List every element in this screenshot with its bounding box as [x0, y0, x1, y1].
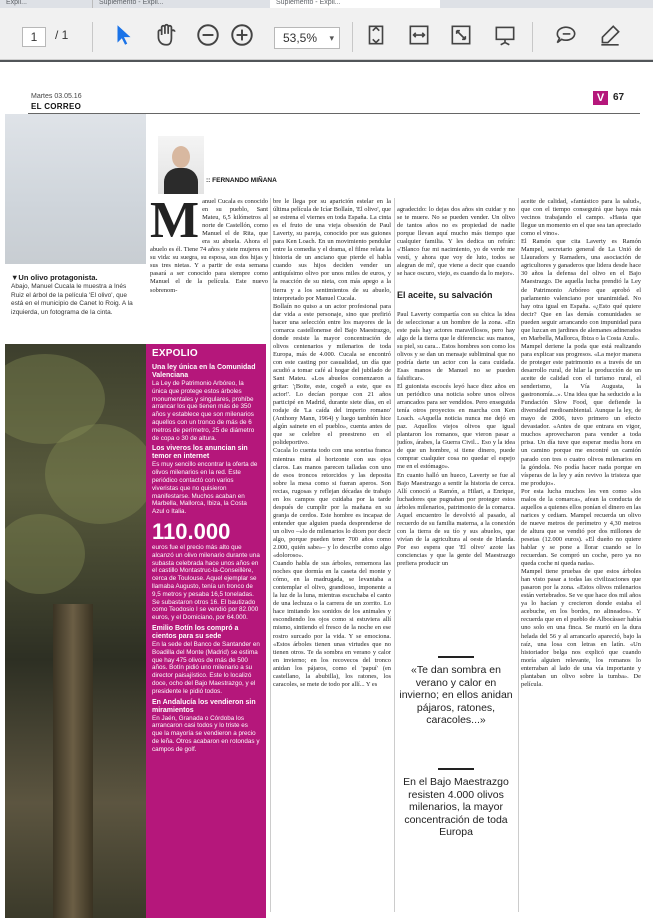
film-still-photo [5, 114, 146, 264]
column-rule [270, 198, 271, 912]
chevron-down-icon: ▾ [329, 33, 334, 43]
fit-page-icon[interactable] [362, 22, 390, 50]
toolbar-divider [532, 22, 533, 52]
sidebar-heading: Una ley única en la Comunidad Valenciana [152, 364, 256, 379]
hand-icon[interactable] [152, 22, 180, 50]
page-number-input[interactable]: 1 [22, 27, 46, 47]
publication-name: EL CORREO [31, 102, 82, 111]
sidebar-paragraph: Es muy sencillo encontrar la oferta de olivos milenarios en la red. Este periódico contactó con varios viveristas que no quisieron manifestarse. Muchos acaban en Marbella, Mallorca, Ibiza, la Costa Azul o Italia. [152, 461, 258, 516]
page-number: 67 [613, 92, 625, 103]
toolbar-divider [92, 22, 93, 52]
pdf-toolbar [0, 8, 653, 60]
zoom-select[interactable] [274, 27, 340, 49]
column-rule [394, 198, 395, 912]
photo-caption-title: ▼Un olivo protagonista. [11, 273, 98, 282]
article-column [397, 198, 515, 650]
toolbar-divider [352, 22, 353, 52]
article-text: anuel Cucala es conocido en su pueblo, Sant Mateu, 6,5 kilómetros al norte de Castellón, como Manuel el de Rita, que era su abuela. Ahora el abuelo es él. Tiene 74 años y siete mujeres en su vida: su suegra, su esposa, sus dos hijas y sus tres nietas. Y a partir de esta semana pasará a ser conocido para siempre como Manuel el de la película. Este nuevo sobrenom- [150, 198, 268, 294]
pdf-page [0, 62, 653, 918]
pull-quote: En el Bajo Maestrazgo resisten 4.000 olivos milenarios, la mayor concentración de toda Europa [403, 776, 509, 838]
zoom-out-icon[interactable] [194, 22, 222, 50]
article-column: aceite de calidad, «fantástico para la salud», que con el tiempo conseguirá que haya más vecinos trabajando el campo. «Hasta que llegue un momento en el que sea tan apreciado como el vino». El Ramón que cita Laverty es Ramón Mampel, secretario general de La Unió de Llauradors y Ramaders, una asociación de agricultores y ganaderos que lidera desde hace 30 años la defensa del olivo en el Bajo Maestrazgo. De aquella lucha prendió la Ley de Patrimonio Arbóreo que aprobó el parlamento valenciano por unanimidad. No hay otra igual en España. «¿Esto qué quiere decir? Que en las demás comunidades se pueden seguir arrancando con impunidad para que luzcan en jardines de alemanes adinerados en Marbella, Mallorca, Ibiza o la Costa Azul». Mampel deriene la poda que está realizando para explicar sus progresos. «La mejor manera de proteger este patrimonio es a través de un desarrollo rural, de hilar la producción de un aceite de calidad con el turismo rural, el senderismo, la Vía Augusta, la gastronomía...». Una idea que ha seducido a la Fundación Slow Food, que defiende la diversidad medioambiental. Aunque la ley, de mayo de 2006, tuvo primero un efecto devastador. «Antes de que entrara en vigor, muchos aprovecharon para vender a toda prisa. Un día tuve que esperar media hora en un camino porque me encontré un camión parado con tres o cuatro olivos milenarios en la góndola. No podía hacer nada porque en vísperas de la ley y aún revivo la tristeza que me produjo». Por esta lucha muchos les ven como «los malos de la comarca», afean la conducta de aquellos a quienes ellos ponían el dinero en las narices y cediam. Mampel recuerda un olivo de nueve metros de perímetro y 4,30 metros de altura que se vendió por dos millones de pesetas (12.000 euros). «El dueño no quiere hablar y se pone a llorar cuando se lo recuerdan. Se compró un coche, pero ya no queda coche ni queda nada». Mampel tiene pruebas de que estos árboles han visto pasar a todas las civilizaciones que pasaron por la zona. «Estos olivos milenarios están vertebrados. Se ve que hace dos mil años ya lo hacían y crecieron donde estaba el acebuche, en los bordes, no alineados». Y recuerda que en el pueblo de Albocàsser había uno solo en una finca. Se murió en la dura helada del 56 y al arrancarlo apareció, bajo la raíz, una losa con letras en latín. «Un historiador belga nos explicó que cuando moría alguien relevante, los romanos lo enterraban al lado de una vía importante y plantaban un olivo sobre la tumba». De película. [521, 198, 641, 688]
sidebar-paragraph: La Ley de Patrimonio Arbóreo, la única que protege estos árboles monumentales y singulares, prohíbe arrancar los que tienen más de 350 años y establece que son milenarios aquellos con un tronco de más de 6 metros de perímetro, 25 de diámetro de copa o 30 de altura. [152, 380, 255, 442]
zoom-in-icon[interactable] [228, 22, 256, 50]
section-logo: V [593, 91, 608, 105]
highlight-icon[interactable] [596, 22, 624, 50]
author-byline: :: FERNANDO MIÑANA [206, 177, 277, 184]
quote-rule [438, 656, 474, 658]
browser-tab[interactable]: Suplemento - Expli... [92, 0, 262, 8]
article-column: bre le llega por su aparición estelar en la última película de Icíar Bollaín, 'El olivo', que se estrena el viernes en toda España. La cinta es el fruto de una vieja obsesión de Paul Laverty, su pareja, conocido por sus guiones para Ken Loach. En un movimiento pendular entre la comedia y el drama, el filme relata la historia de un anciano que pierde el habla cuando sus hijos deciden vender un antiquísimo olivo por unos miles de euros, y la reacción de su nieta, con más apego a la tierra y a los sentimientos de su abuelo, interpretado por Manuel Cucala. Bollaín no quiso a un actor profesional para dar vida a este personaje, sino que prefirió hacer una selección entre los mayores de la comarca castellonense del Bajo Maestrazgo, donde resiste la mayor concentración de olivos centenarios y milenarios de toda Europa, más de 4.000. Cucala se encontró con este casting por casualidad, un día que acudió a tomar café al hogar del jubilado de Sant Mateu. «Los abuelos comenzaron a gritar: '¡Boite, este, cogeð a este, que es actor!'. Lo decían porque con 21 años participé en Madrid, durante siete días, en el rodaje de 'La caída del imperio romano' (Anthony Mann, 1964) y luego también hice algún sainete en el pueblo», cuenta antes de que se celebre el preestreno en el polideportivo. Cucala lo cuenta todo con una sonrisa franca mientras mira al horizonte con sus ojos claros. Las manos parecen talladas con uno de esos troncos retorcidos y las deposita sobre la mesa como si fueran aperos. Son recias, rugosas y reflejan décadas de trabajo en los campos que cuidaba por la tarde después de cumplir por la mañana en su granja de cerdos. Este hombre es incapaz de entender que alguien pueda desprenderse de un olivo –«lo de milenarios lo dicen por decir algo, porque pueden tener 700 años como 2.000, quién sabe»– y lo describe como algo «doloroso». Cuando habla de sus árboles, rememora las noches que dormía en la caseta del monte y cómo, en la madrugada, se levantaba a contemplar el olivo, grandioso, imponente a la luz de la luna, mientras escuchaba el canto de una lechuza o la carrera de un zorrito. Lo hace imitando los sonidos de los animales y escondiendo los ojos como si estuviera allí mismo, sintiendo el fresco de la noche en ese rostro surcado por la vida. Y se emociona. «Estos árboles tienen unas virtudes que no tienen otros. Te da sombra en verano y calor en invierno; en los recovecos del tronco anidan los pájaros, como el 'papuí' (en castellano, la abubilla), los ratones, los caracoles, se mete de todo por allí... Y es [273, 198, 391, 688]
article-text: agradecido: lo dejas dos años sin cuidar y no se te muere. No se pueden vender. Un olivo de tantos años no es propiedad de nadie porque llevan aquí mucho más tiempo que cualquier familia. Y les dedica un refrán: «'Blanco fue mi nacimiento, yo de verde me vestí, y ahora que voy de luto, todos se alegran de mí', que viene a decir que cuando se hace oscuro, viejo, es cuando da lo mejor». [397, 206, 515, 278]
article-subhead: El aceite, su salvación [397, 289, 493, 300]
issue-date: Martes 03.05.16 [31, 93, 82, 100]
sidebar-title: EXPOLIO [152, 348, 198, 359]
article-column [150, 198, 268, 344]
zoom-value: 53,5% [283, 31, 318, 45]
column-rule [518, 198, 519, 912]
drop-cap: M [150, 198, 200, 249]
author-photo [158, 136, 204, 194]
olive-tree-photo [5, 344, 146, 918]
browser-tab[interactable]: Expli... [6, 0, 28, 6]
quote-rule [438, 768, 474, 770]
comment-icon[interactable] [552, 22, 580, 50]
page-total: / 1 [55, 28, 69, 42]
sidebar-heading: En Andalucía los vendieron sin miramientos [152, 698, 256, 714]
sidebar-paragraph: En la sede del Banco de Santander en Boadilla del Monte (Madrid) se estima que hay 475 olivos de más de 500 años. Botín pidió uno milenario a su director paisajístico. Este lo localizó doce, ocho del Bajo Maestrazgo, y el presidente le pidió todos. [152, 640, 260, 695]
sidebar-paragraph: euros fue el precio más alto que alcanzó un olivo milenario durante una subasta celebrada hace unos años en el castillo Montastruc-la-Conseillère, cerca de Toulouse. Aquel ejemplar se llamaba Augusto, tenía un tronco de 9,5 metros y pesaba 16,5 toneladas. Se subastaron otros 16. El bautizado como Teodosio I se vendió por 82.000 euros, y el Domiciano, por 64.000. [152, 543, 260, 622]
sidebar-paragraph: En Jaén, Granada o Córdoba los arrancaron casi todos y lo triste es que la mayoría se vendieron a precio de leña. Otros acabaron en rotondas y campos de golf. [152, 714, 260, 753]
pointer-icon[interactable] [110, 22, 138, 50]
fullscreen-icon[interactable] [447, 22, 475, 50]
sidebar-heading: Los viveros los anuncian sin temor en internet [152, 445, 248, 461]
browser-tab-strip [0, 0, 653, 8]
sidebar-heading: Emilio Botín los compró a cientos para su sede [152, 624, 239, 640]
fit-width-icon[interactable] [405, 22, 433, 50]
sidebar-big-number: 110.000 [152, 518, 231, 544]
photo-caption: Abajo, Manuel Cucala le muestra a Inés Ruiz el árbol de la película 'El olivo', que está en el municipio de Canet lo Roig. A la izquierda, un fotograma de la cinta. [11, 283, 133, 316]
browser-tab-active[interactable]: Suplemento - Expli... [270, 0, 440, 8]
pull-quote: «Te dan sombra en verano y calor en invierno; en ellos anidan pájaros, ratones, caracoles...» [399, 664, 513, 726]
presentation-icon[interactable] [491, 22, 519, 50]
article-text: Paul Laverty compartía con su chica la idea de seleccionar a un hombre de la zona. «En este país hay actores maravillosos, pero hay algo de la tierra que le diferencia: sus manos, su piel, su cara... Estos hombres son como los olivos y se dan un mensaje subliminal que no podría darte un actor con la cara cuidada. Esas manos de Manuel no se pueden falsificar». El guionista escocés leyó hace diez años en un periódico una noticia sobre unos olivos arrancados para ser vendidos. Pero enseguida tenía otros proyectos en marcha con Ken Loach. «Aquella noticia nunca me dejó en paz. Aquellos viejos olivos que igual plantaron los romanos, que vieron pasar a judíos, árabes, la Guerra Civil... Eso y la idea de que un hombre, si tiene dinero, puede comprar cualquier cosa no quedar el espejo me en el estómago». En cuanto halló un hueco, Laverty se fue al Bajo Maestrazgo a sentir la historia de cerca. Allí conoció a Ramón, a Hilari, a Enrique, luchadores que pugnaban por proteger estos árboles milenarios, patrimonio de la comarca. Aquel encuentro le devolvió al pasado, al recuerdo de su familia materna, a la conexión con la tierra de su tío y sus abuelos, que vivían de la agricultura al oeste de Irlanda. Por eso espera que 'El olivo' azote las conciencias y que la gente del Maestrazgo prefiera producir un [397, 310, 515, 568]
expolio-sidebar [146, 344, 266, 918]
